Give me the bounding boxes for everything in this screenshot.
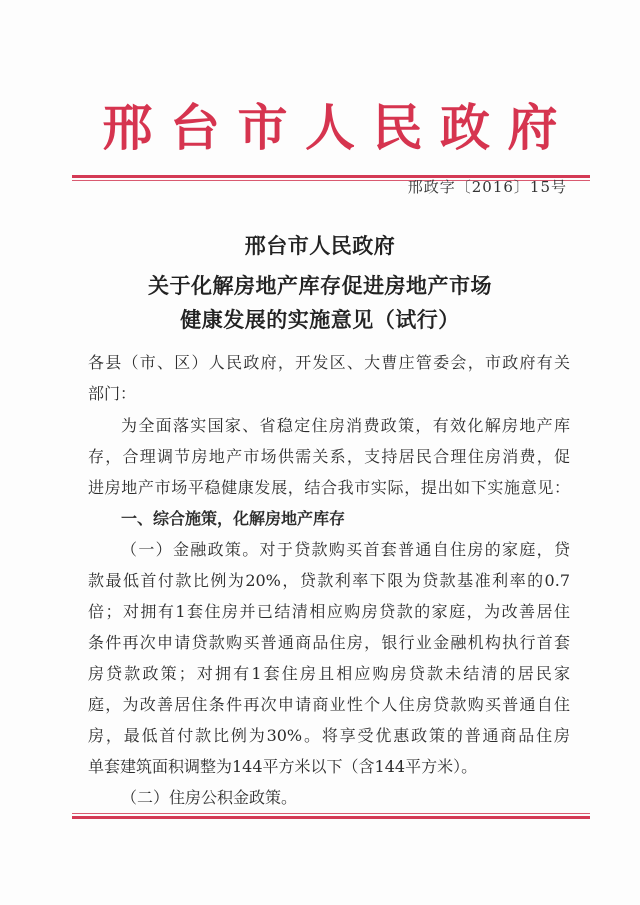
- paragraph-line: 条件再次申请贷款购买普通商品住房，银行业金融机构执行首套: [88, 633, 570, 652]
- paragraph-line: 房，最低首付款比例为30%。将享受优惠政策的普通商品住房: [88, 726, 570, 745]
- footer-divider-thin: [72, 813, 590, 814]
- masthead-char: 市: [237, 98, 288, 157]
- masthead-char: 民: [372, 98, 423, 157]
- addressee-line: 部门：: [88, 384, 137, 403]
- paragraph-line: 倍；对拥有1套住房并已结清相应购房贷款的家庭，为改善居住: [88, 602, 570, 621]
- paragraph-line: （一）金融政策。对于贷款购买首套普通自住房的家庭，贷: [121, 540, 570, 559]
- masthead-char: 政: [440, 98, 490, 157]
- masthead-title: [100, 96, 560, 160]
- title-line: 邢台市人民政府: [244, 233, 396, 258]
- document-number: 邢政字〔2016〕15号: [407, 178, 567, 196]
- masthead-char: 府: [507, 98, 558, 157]
- title-line: 健康发展的实施意见（试行）: [180, 307, 460, 332]
- masthead-char: 邢: [102, 98, 153, 157]
- paragraph-line: 单套建筑面积调整为144平方米以下（含144平方米）。: [88, 757, 478, 776]
- masthead-char: 人: [305, 98, 355, 157]
- addressee-line: 各县（市、区）人民政府，开发区、大曹庄管委会，市政府有关: [88, 353, 570, 372]
- paragraph-line: 为全面落实国家、省稳定住房消费政策，有效化解房地产库: [121, 416, 570, 435]
- paragraph-line: 存，合理调节房地产市场供需关系，支持居民合理住房消费，促: [88, 447, 570, 466]
- paragraph-line: 款最低首付款比例为20%，贷款利率下限为贷款基准利率的0.7: [88, 571, 570, 590]
- document-title: [0, 228, 640, 338]
- paragraph-line: 房贷款政策；对拥有1套住房且相应购房贷款未结清的居民家: [88, 664, 570, 683]
- footer-divider-thick: [72, 816, 590, 819]
- paragraph-line: 进房地产市场平稳健康发展，结合我市实际，提出如下实施意见：: [88, 478, 570, 497]
- addressee: [88, 347, 570, 409]
- paragraph-line: 庭，为改善居住条件再次申请商业性个人住房贷款购买普通自住: [88, 695, 570, 714]
- masthead-char: 台: [170, 98, 220, 157]
- title-line: 关于化解房地产库存促进房地产市场: [148, 273, 492, 298]
- subsection-heading: （二）住房公积金政策。: [121, 788, 298, 807]
- section-heading: 一、综合施策，化解房地产库存: [121, 509, 346, 528]
- intro-paragraph: [88, 410, 570, 813]
